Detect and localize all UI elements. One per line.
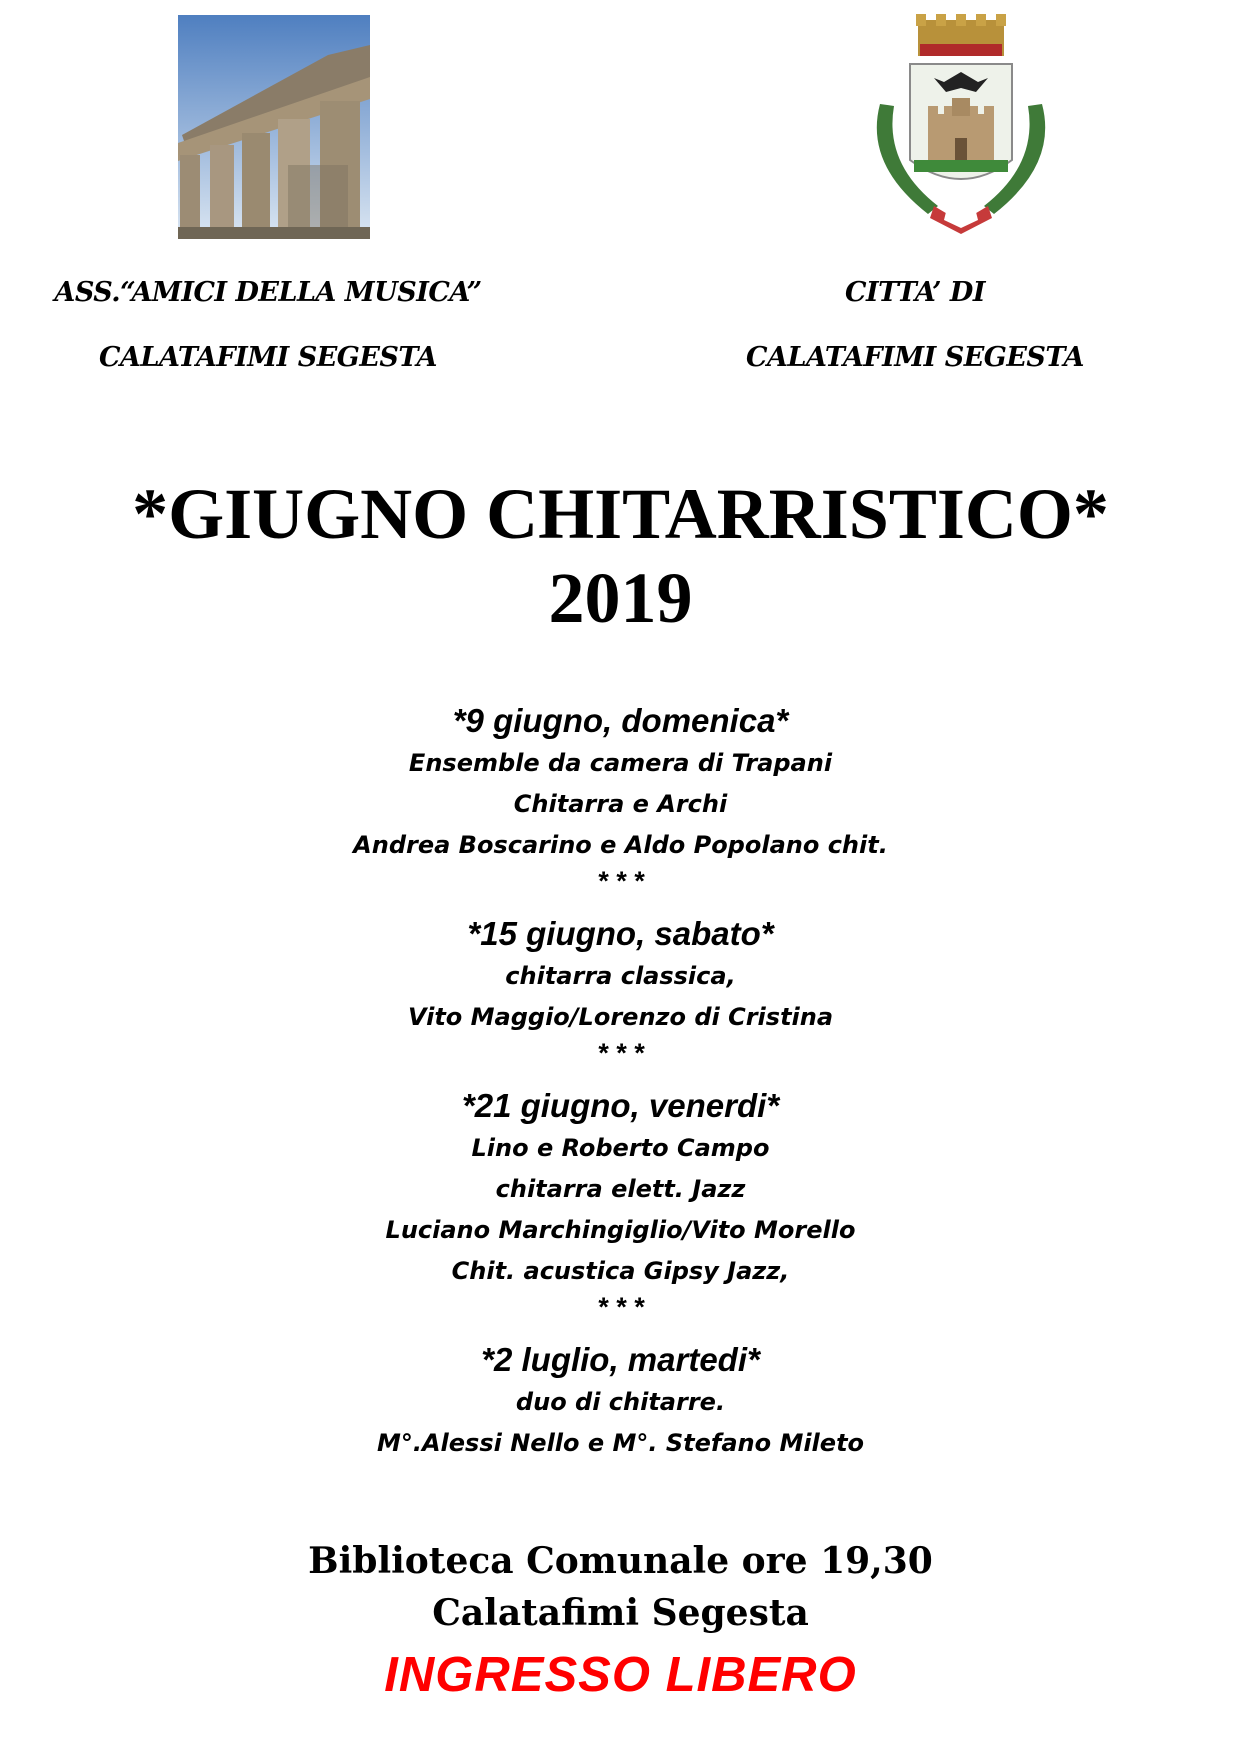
event-detail: chitarra classica, [505,962,736,990]
association-name: ASS.“AMICI DELLA MUSICA” [54,277,482,308]
event-detail: Chit. acustica Gipsy Jazz, [451,1257,790,1285]
event-detail: Andrea Boscarino e Aldo Popolano chit. [353,831,888,859]
event-detail: Ensemble da camera di Trapani [408,749,833,777]
event-1 [0,698,1241,866]
coat-of-arms [858,14,1064,240]
temple-photo [178,15,370,239]
event-detail: duo di chitarre. [515,1388,726,1416]
event-detail: Chitarra e Archi [513,790,728,818]
free-entry-notice: INGRESSO LIBERO [384,1648,857,1702]
event-date: *9 giugno, domenica* [452,702,789,739]
concert-program [0,698,1241,1464]
event-date: *2 luglio, martedi* [481,1341,760,1378]
separator: * * * [597,1292,644,1322]
event-3 [0,1083,1241,1292]
event-detail: M°.Alessi Nello e M°. Stefano Mileto [376,1429,865,1457]
separator: * * * [597,866,644,896]
event-detail: Lino e Roberto Campo [471,1134,770,1162]
association-town: CALATAFIMI SEGESTA [99,342,437,373]
city-label: CITTA’ DI [845,277,985,308]
separator: * * * [597,1038,644,1068]
city-name: CALATAFIMI SEGESTA [746,342,1084,373]
temple-photo-icon [178,15,370,239]
event-4 [0,1337,1241,1464]
event-detail: chitarra elett. Jazz [495,1175,746,1203]
event-2 [0,911,1241,1038]
title-year: 2019 [548,558,693,638]
coat-of-arms-icon [858,14,1064,240]
event-detail: Luciano Marchingiglio/Vito Morello [385,1216,856,1244]
venue-time: Biblioteca Comunale ore 19,30 [308,1540,933,1582]
event-date: *15 giugno, sabato* [467,915,774,952]
event-date: *21 giugno, venerdi* [461,1087,780,1124]
venue-town: Calatafimi Segesta [432,1592,809,1634]
page-title: *GIUGNO CHITARRISTICO* [132,474,1109,554]
event-detail: Vito Maggio/Lorenzo di Cristina [407,1003,834,1031]
